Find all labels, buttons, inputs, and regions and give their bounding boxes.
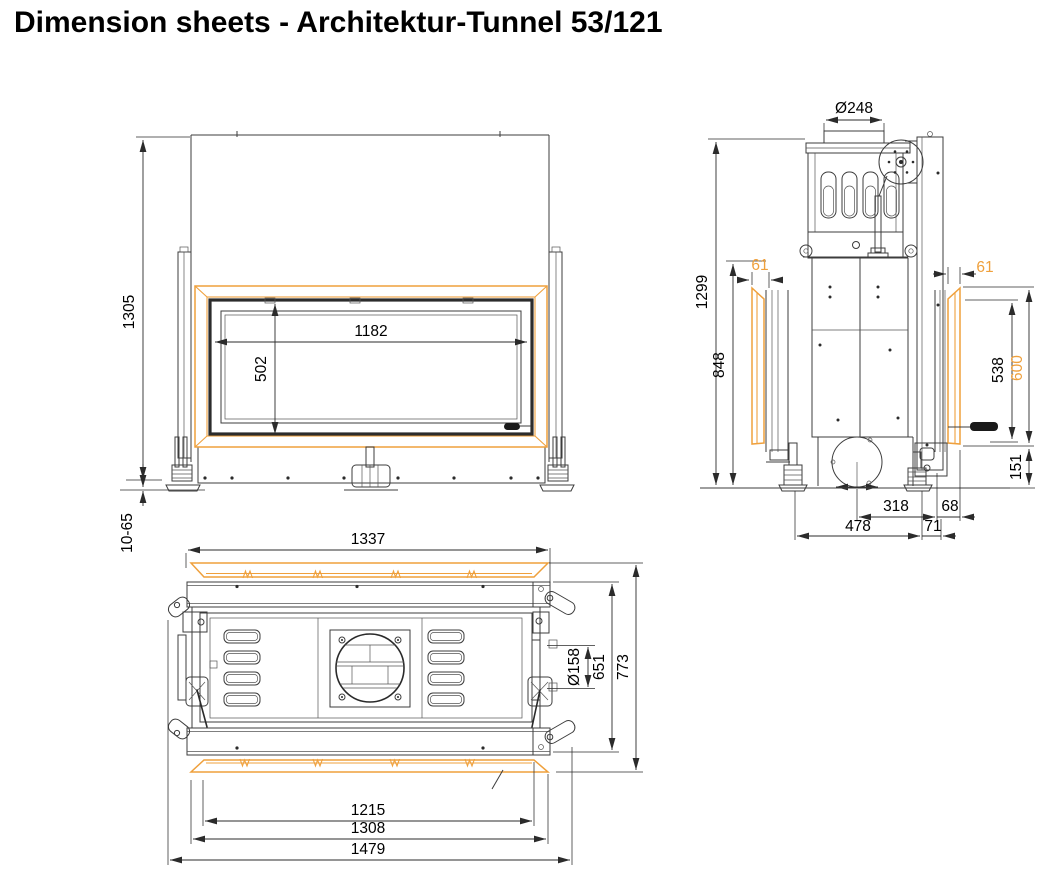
dim-side-feet-spacing: 478 [845, 518, 871, 535]
front-body [178, 131, 562, 483]
door-handle [504, 423, 520, 430]
side-pulley-mechanism [868, 140, 923, 258]
front-dimensions [119, 137, 527, 553]
dim-plan-body-depth: 651 [591, 654, 608, 680]
plan-left-latch [166, 595, 208, 742]
dim-side-plinth-height: 151 [1008, 454, 1025, 480]
dim-front-glass-width: 1182 [354, 323, 388, 340]
side-firebox [752, 258, 960, 487]
side-front-frame-profile [752, 288, 764, 444]
dim-side-total-height: 1299 [694, 274, 711, 310]
side-back-frame-profile [948, 288, 960, 444]
side-view [694, 100, 1035, 540]
dim-front-glass-height: 502 [253, 356, 270, 382]
dim-plan-outer-frame-width: 1308 [350, 820, 386, 837]
dim-front-total-height: 1305 [121, 294, 138, 330]
dim-plan-inner-frame-width: 1215 [350, 802, 386, 819]
dim-side-back-foot-offset: 71 [924, 518, 942, 535]
dim-side-flue-axis-to-back: 318 [883, 498, 909, 515]
dim-plan-total-width: 1479 [350, 841, 386, 858]
plan-view [166, 531, 643, 865]
page-title: Dimension sheets - Architektur-Tunnel 53/121 [14, 6, 663, 39]
dim-side-frame-height: 600 [1009, 355, 1026, 381]
plan-air-inlet-plate [330, 630, 410, 707]
dim-plan-body-width: 1337 [350, 531, 386, 548]
side-door-handle [970, 422, 998, 431]
plan-decor-strips [191, 563, 548, 772]
plan-dimensions [168, 531, 643, 865]
dim-side-back-clearance: 68 [941, 498, 959, 515]
side-dimensions [694, 100, 1035, 540]
plan-body [187, 582, 550, 755]
dim-front-foot-adjustment: 10-65 [119, 513, 136, 553]
dim-side-frame-top-height: 848 [711, 352, 728, 378]
dim-side-front-frame-depth: 61 [751, 257, 769, 274]
dim-plan-total-depth: 773 [615, 654, 632, 680]
dim-side-door-opening-height: 538 [990, 357, 1007, 383]
side-body [800, 131, 943, 470]
dim-side-back-frame-depth: 61 [976, 259, 994, 276]
dim-side-flue-diameter: Ø248 [835, 100, 873, 117]
front-view [119, 131, 574, 553]
dim-plan-air-spigot-diameter: Ø158 [566, 648, 583, 686]
plan-hand-tool [483, 770, 503, 812]
side-feet [700, 422, 1010, 491]
